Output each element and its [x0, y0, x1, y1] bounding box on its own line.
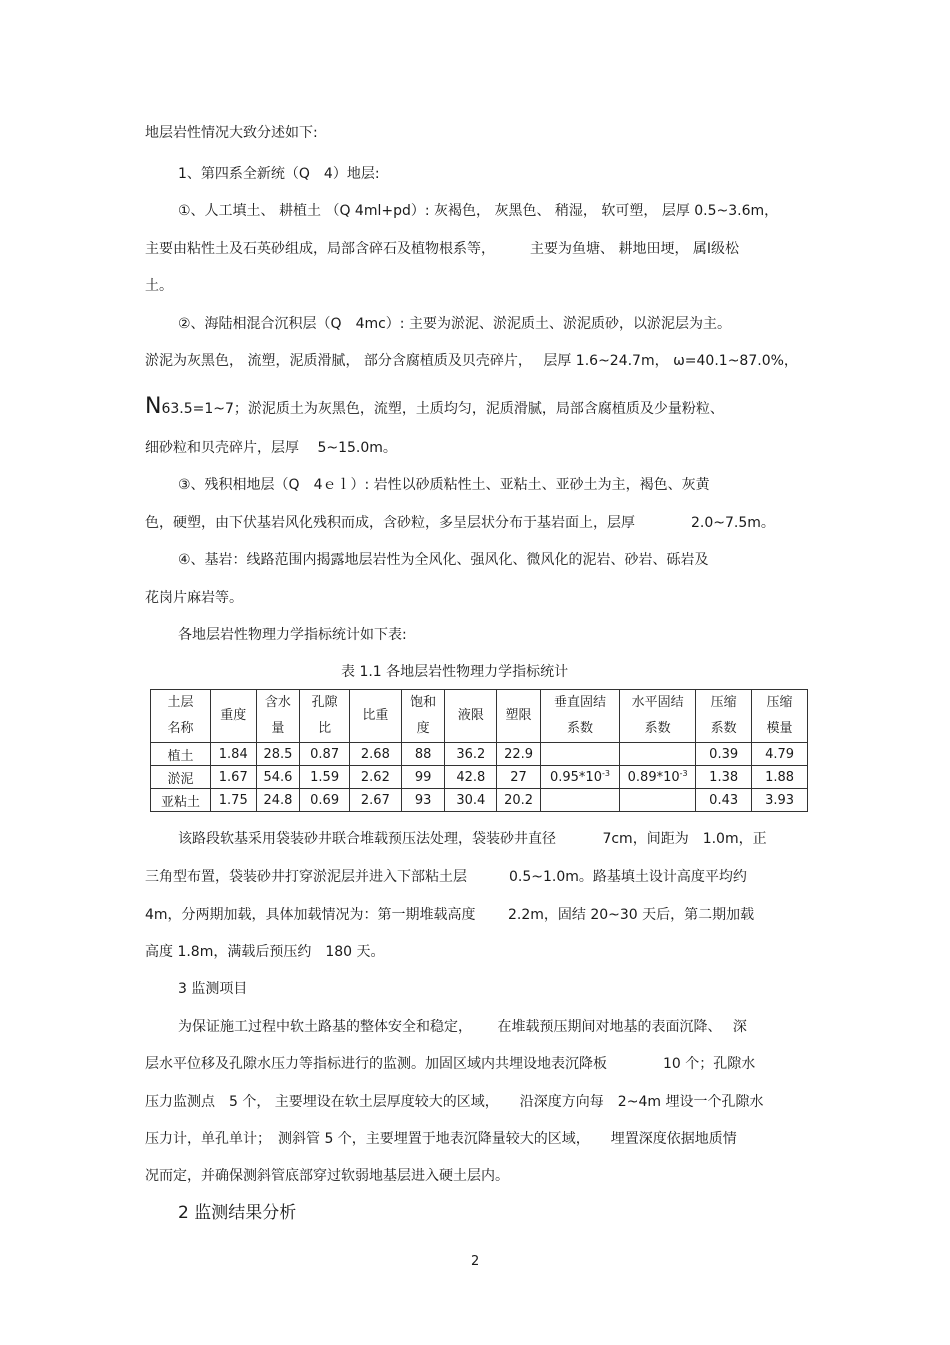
table-cell: $0.89*10^{-3}$ [620, 766, 696, 789]
paragraph-line: 压力监测点 5 个， 主要埋设在软土层厚度较大的区域， 沿深度方向每 2~4m 埋设一个孔隙水 [145, 1094, 764, 1110]
paragraph-line: 该路段软基采用袋装砂井联合堆载预压法处理，袋装砂井直径 7cm，间距为 1.0m，正 [178, 831, 767, 847]
intro-text: 地层岩性情况大致分述如下: [145, 125, 318, 141]
paragraph-line: 层水平位移及孔隙水压力等指标进行的监测。加固区域内共埋设地表沉降板 10 个；孔隙水 [145, 1056, 756, 1072]
paragraph-line: 压力计，单孔单计； 测斜管 5 个，主要埋置于地表沉降量较大的区域， 埋置深度依据地质情 [145, 1131, 737, 1147]
table-row [151, 789, 808, 812]
header-cell: 重度 [210, 690, 256, 743]
paragraph-line: 色，硬塑，由下伏基岩风化残积而成，含砂粒，多呈层状分布于基岩面上，层厚 2.0~7.5m。 [145, 515, 775, 531]
table-cell: 22.9 [497, 743, 541, 766]
paragraph-line: ①、人工填土、 耕植土 （Q 4ml+pd）: 灰褐色， 灰黑色、 稍湿， 软可塑， 层厚 0.5~3.6m， [178, 203, 779, 219]
paragraph-line [145, 394, 724, 419]
header-cell: 压缩 模量 [752, 690, 808, 743]
header-cell: 土层 名称 [151, 690, 211, 743]
table-caption: 表 1.1 各地层岩性物理力学指标统计 [341, 664, 569, 680]
table-cell: 植土 [151, 743, 211, 766]
table-cell: 2.68 [350, 743, 402, 766]
table-cell: 2.62 [350, 766, 402, 789]
table-cell: 42.8 [445, 766, 497, 789]
paragraph-line: 各地层岩性物理力学指标统计如下表: [178, 627, 407, 643]
table-cell: 0.87 [300, 743, 350, 766]
table-cell: 1.88 [752, 766, 808, 789]
header-cell: 比重 [350, 690, 402, 743]
table-cell: 28.5 [256, 743, 300, 766]
table-cell: 3.93 [752, 789, 808, 812]
table-cell: 0.43 [696, 789, 752, 812]
table-cell: 88 [401, 743, 445, 766]
table-cell: 24.8 [256, 789, 300, 812]
table-cell: 1.59 [300, 766, 350, 789]
paragraph-line: 4m，分两期加载，具体加载情况为：第一期堆载高度 2.2m，固结 20~30 天后，第二期加载 [145, 907, 755, 923]
page-number: 2 [471, 1254, 480, 1269]
paragraph-line: 为保证施工过程中软土路基的整体安全和稳定， 在堆载预压期间对地基的表面沉降、 深 [178, 1019, 747, 1035]
table-cell [540, 743, 619, 766]
table-cell: 36.2 [445, 743, 497, 766]
header-cell: 含水 量 [256, 690, 300, 743]
table-cell: 30.4 [445, 789, 497, 812]
table-cell: 亚粘土 [151, 789, 211, 812]
paragraph-line: 土。 [145, 278, 173, 294]
paragraph-line: 况而定，并确保测斜管底部穿过软弱地基层进入硬土层内。 [145, 1168, 509, 1184]
table-cell: 0.39 [696, 743, 752, 766]
paragraph-line: 三角型布置，袋装砂井打穿淤泥层并进入下部粘土层 0.5~1.0m。路基填土设计高度平均约 [145, 869, 747, 885]
table-cell: 1.75 [210, 789, 256, 812]
header-cell: 压缩 系数 [696, 690, 752, 743]
header-cell: 饱和 度 [401, 690, 445, 743]
header-cell: 垂直固结 系数 [540, 690, 619, 743]
paragraph-line: ④、基岩：线路范围内揭露地层岩性为全风化、强风化、微风化的泥岩、砂岩、砾岩及 [178, 552, 709, 568]
n-symbol: N [145, 394, 162, 419]
table-cell: 1.84 [210, 743, 256, 766]
table-cell: $0.95*10^{-3}$ [540, 766, 619, 789]
section-results-heading: 2 监测结果分析 [178, 1203, 297, 1223]
omega-symbol: ω [673, 353, 685, 369]
table-cell: 淤泥 [151, 766, 211, 789]
line-text: 63.5=1~7；淤泥质土为灰黑色，流塑，土质均匀，泥质滑腻，局部含腐植质及少量粉粒、 [161, 401, 724, 417]
line-text: 淤泥为灰黑色， 流塑，泥质滑腻， 部分含腐植质及贝壳碎片， 层厚 1.6~24.7m， [145, 353, 669, 369]
table-cell: 1.38 [696, 766, 752, 789]
header-cell: 孔隙 比 [300, 690, 350, 743]
table-cell: 4.79 [752, 743, 808, 766]
table-cell [540, 789, 619, 812]
paragraph-line: 花岗片麻岩等。 [145, 590, 243, 606]
header-cell: 液限 [445, 690, 497, 743]
table-cell: 93 [401, 789, 445, 812]
table-cell: 27 [497, 766, 541, 789]
paragraph-line: 主要由粘性土及石英砂组成，局部含碎石及植物根系等， 主要为鱼塘、 耕地田埂， 属Ⅰ级松 [145, 241, 740, 257]
line-text: =40.1~87.0%， [684, 353, 798, 369]
section-q4-title: 1、第四系全新统（Q 4）地层: [178, 166, 380, 182]
header-cell: 水平固结 系数 [620, 690, 696, 743]
table-header-row [151, 690, 808, 743]
table-cell: 1.67 [210, 766, 256, 789]
header-cell: 塑限 [497, 690, 541, 743]
table-row [151, 766, 808, 789]
rock-properties-table [150, 689, 808, 812]
table-cell [620, 789, 696, 812]
paragraph-line: 细砂粒和贝壳碎片，层厚 5~15.0m。 [145, 440, 397, 456]
table-cell [620, 743, 696, 766]
table-cell: 54.6 [256, 766, 300, 789]
table-cell: 20.2 [497, 789, 541, 812]
table-cell: 2.67 [350, 789, 402, 812]
paragraph-line: ③、残积相地层（Q 4ｅｌ）: 岩性以砂质粘性土、亚粘土、亚砂土为主，褐色、灰黄 [178, 477, 710, 493]
table-row [151, 743, 808, 766]
paragraph-line: 高度 1.8m，满载后预压约 180 天。 [145, 944, 385, 960]
table-cell: 0.69 [300, 789, 350, 812]
paragraph-line [145, 352, 798, 370]
section-monitoring-title: 3 监测项目 [178, 981, 248, 997]
table-cell: 99 [401, 766, 445, 789]
paragraph-line: ②、海陆相混合沉积层（Q 4mc）: 主要为淤泥、淤泥质土、淤泥质砂，以淤泥层为主。 [178, 316, 731, 332]
